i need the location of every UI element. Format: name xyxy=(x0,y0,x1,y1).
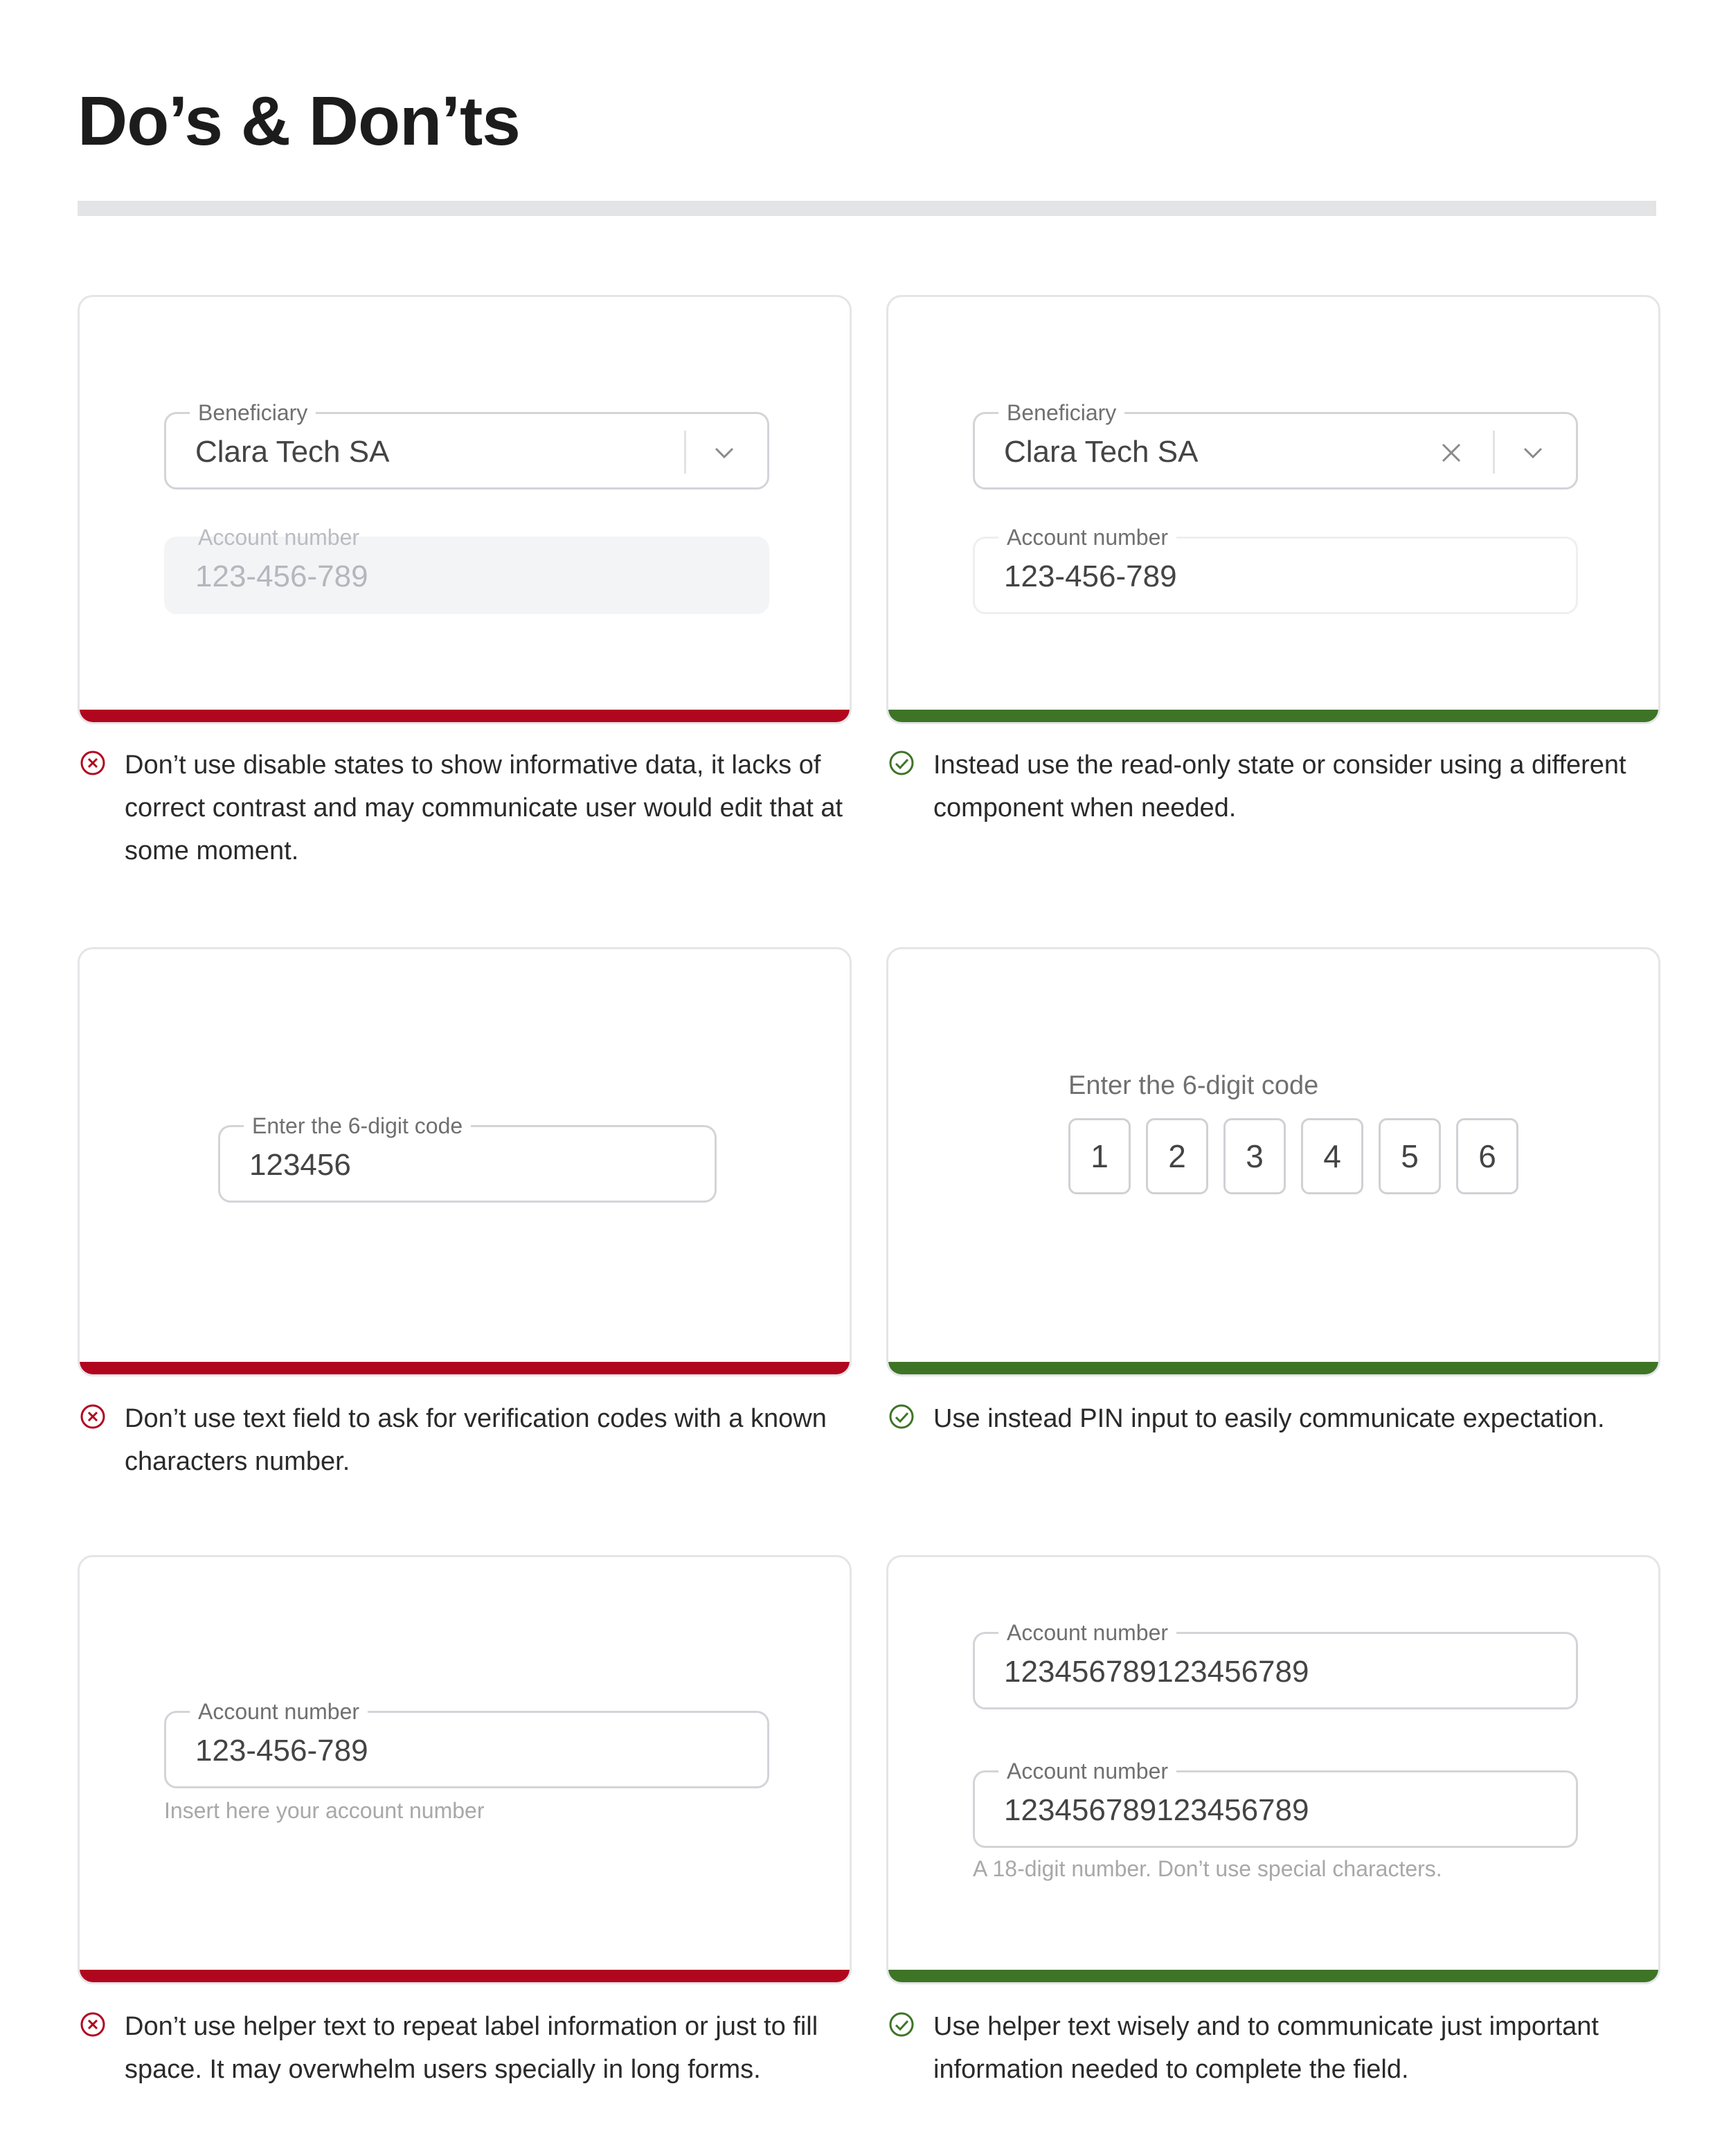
code-text-field[interactable] xyxy=(218,1113,717,1203)
dont-note-1 xyxy=(79,744,854,872)
do-note-text: Instead use the read-only state or consider using a different component when needed. xyxy=(933,751,1626,823)
dont-note-2 xyxy=(79,1397,854,1483)
card-helper-text-do xyxy=(886,1555,1660,1984)
do-note-3 xyxy=(888,2005,1663,2091)
check-circle-icon xyxy=(888,1403,915,1430)
check-circle-icon xyxy=(888,2011,915,2038)
beneficiary-value: Clara Tech SA xyxy=(195,435,390,469)
do-bar xyxy=(888,1970,1658,1982)
card-text-field-code-dont xyxy=(78,947,852,1376)
beneficiary-select[interactable] xyxy=(973,400,1578,489)
dont-bar xyxy=(80,1970,850,1982)
beneficiary-label: Beneficiary xyxy=(998,399,1124,426)
account-number-value: 123-456-789 xyxy=(195,559,368,593)
account-number-label: Account number xyxy=(198,525,360,550)
do-note-1 xyxy=(888,744,1663,829)
beneficiary-select[interactable] xyxy=(164,400,769,489)
account-number-value: 123456789123456789 xyxy=(1004,1793,1309,1827)
beneficiary-label: Beneficiary xyxy=(190,399,316,426)
account-number-label: Account number xyxy=(998,523,1176,551)
page-title: Do’s & Don’ts xyxy=(78,82,520,160)
pin-label: Enter the 6-digit code xyxy=(1068,1071,1319,1100)
do-bar xyxy=(888,1362,1658,1374)
account-number-value: 123456789123456789 xyxy=(1004,1655,1309,1689)
dont-note-3 xyxy=(79,2005,854,2091)
dont-note-text: Don’t use helper text to repeat label information or just to fill space. It may overwhelm users specially in long forms. xyxy=(125,2012,818,2084)
pin-digit-box[interactable]: 2 xyxy=(1146,1118,1208,1194)
code-label: Enter the 6-digit code xyxy=(244,1112,471,1140)
pin-digit-box[interactable]: 5 xyxy=(1379,1118,1441,1194)
pin-digit-box[interactable]: 6 xyxy=(1456,1118,1518,1194)
account-number-field[interactable] xyxy=(164,1699,769,1788)
clear-icon[interactable] xyxy=(1435,436,1468,469)
do-note-2 xyxy=(888,1397,1663,1440)
card-readonly-state-do xyxy=(886,295,1660,724)
account-number-value: 123-456-789 xyxy=(195,1734,368,1768)
account-number-field-disabled xyxy=(164,525,769,614)
helper-text: Insert here your account number xyxy=(164,1798,485,1823)
chevron-down-icon[interactable] xyxy=(1516,436,1550,469)
do-note-text: Use instead PIN input to easily communicate expectation. xyxy=(933,1404,1605,1433)
do-note-text: Use helper text wisely and to communicate just important information needed to complete the field. xyxy=(933,2012,1599,2084)
card-disabled-state-dont xyxy=(78,295,852,724)
account-number-field[interactable] xyxy=(973,1759,1578,1848)
card-helper-text-dont xyxy=(78,1555,852,1984)
account-number-field-readonly xyxy=(973,525,1578,614)
code-value: 123456 xyxy=(249,1148,351,1182)
error-circle-icon xyxy=(79,2011,107,2038)
beneficiary-value: Clara Tech SA xyxy=(1004,435,1199,469)
error-circle-icon xyxy=(79,1403,107,1430)
helper-text: A 18-digit number. Don’t use special characters. xyxy=(973,1856,1442,1881)
card-pin-input-do xyxy=(886,947,1660,1376)
account-number-label: Account number xyxy=(190,1698,368,1725)
account-number-field[interactable] xyxy=(973,1620,1578,1709)
error-circle-icon xyxy=(79,749,107,777)
dont-bar xyxy=(80,710,850,722)
pin-digit-box[interactable]: 4 xyxy=(1301,1118,1363,1194)
select-separator xyxy=(684,431,686,474)
dont-note-text: Don’t use disable states to show informative data, it lacks of correct contrast and may communicate user would edit that at some moment. xyxy=(125,751,843,865)
dont-note-text: Don’t use text field to ask for verification codes with a known characters number. xyxy=(125,1404,827,1476)
do-bar xyxy=(888,710,1658,722)
account-number-value: 123-456-789 xyxy=(1004,559,1177,593)
pin-digit-box[interactable]: 3 xyxy=(1223,1118,1286,1194)
chevron-down-icon[interactable] xyxy=(708,436,741,469)
dont-bar xyxy=(80,1362,850,1374)
account-number-label: Account number xyxy=(998,1619,1176,1646)
title-divider xyxy=(78,201,1656,216)
account-number-label: Account number xyxy=(998,1757,1176,1785)
select-separator xyxy=(1493,431,1495,474)
pin-digit-box[interactable]: 1 xyxy=(1068,1118,1131,1194)
check-circle-icon xyxy=(888,749,915,777)
